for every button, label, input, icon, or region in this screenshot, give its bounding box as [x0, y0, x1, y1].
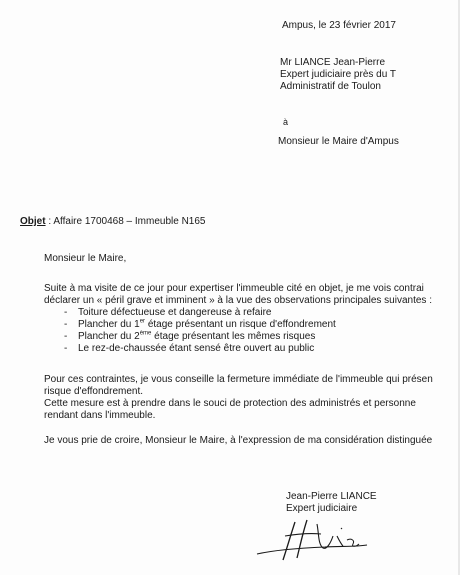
- dash-bullet-icon: -: [64, 343, 68, 354]
- paragraph-line: Pour ces contraintes, je vous conseille la fermeture immédiate de l'immeuble qui présen: [44, 374, 433, 385]
- paragraph-visit: [44, 283, 432, 307]
- object-label: Objet: [20, 216, 46, 227]
- observations-list: [64, 307, 336, 355]
- sender-block: [280, 57, 396, 93]
- place-date: Ampus, le 23 février 2017: [282, 20, 396, 31]
- object-line: [20, 216, 205, 228]
- list-item-text: étage présentant un risque d'effondrement: [145, 319, 336, 330]
- list-item-text: étage présentant les mêmes risques: [151, 331, 316, 342]
- paragraph-line: Suite à ma visite de ce jour pour expertiser l'immeuble cité en objet, je me vois contrai: [44, 283, 424, 294]
- paragraph-line: risque d'effondrement.: [44, 386, 144, 397]
- signature-block: [286, 491, 377, 515]
- ordinal-superscript: ème: [139, 330, 152, 337]
- ordinal-superscript: er: [139, 318, 146, 325]
- closing-formula: Je vous prie de croire, Monsieur le Maire, à l'expression de ma considération distinguée: [44, 435, 433, 446]
- list-item: [64, 343, 336, 355]
- handwritten-signature: [255, 514, 370, 564]
- sender-title-line1: Expert judiciaire près du T: [280, 69, 396, 80]
- dash-bullet-icon: -: [64, 331, 68, 342]
- sender-title-line2: Administratif de Toulon: [280, 81, 381, 92]
- recipient: Monsieur le Maire d'Ampus: [278, 136, 399, 147]
- list-item: [64, 319, 336, 331]
- list-item-text: Toiture défectueuse et dangereuse à refaire: [78, 307, 272, 318]
- list-item: [64, 307, 336, 319]
- signer-name: Jean-Pierre LIANCE: [286, 491, 377, 502]
- list-item-text: Le rez-de-chaussée étant sensé être ouvert au public: [78, 343, 315, 354]
- object-text: : Affaire 1700468 – Immeuble N165: [45, 216, 206, 227]
- dash-bullet-icon: -: [64, 307, 68, 318]
- paragraph-recommendation: [44, 374, 433, 422]
- list-item: [64, 331, 336, 343]
- sender-name: Mr LIANCE Jean-Pierre: [280, 57, 386, 68]
- paragraph-line: déclarer un « péril grave et imminent » à la vue des observations principales suivantes :: [44, 295, 432, 306]
- paragraph-line: Cette mesure est à prendre dans le souci de protection des administrés et personne: [44, 398, 416, 409]
- list-item-text: Plancher du 2: [78, 331, 140, 342]
- to-preposition: à: [283, 117, 289, 127]
- paragraph-line: rendant dans l'immeuble.: [44, 410, 156, 421]
- salutation: Monsieur le Maire,: [44, 253, 127, 264]
- dash-bullet-icon: -: [64, 319, 68, 330]
- signer-role: Expert judiciaire: [286, 503, 358, 514]
- list-item-text: Plancher du 1: [78, 319, 140, 330]
